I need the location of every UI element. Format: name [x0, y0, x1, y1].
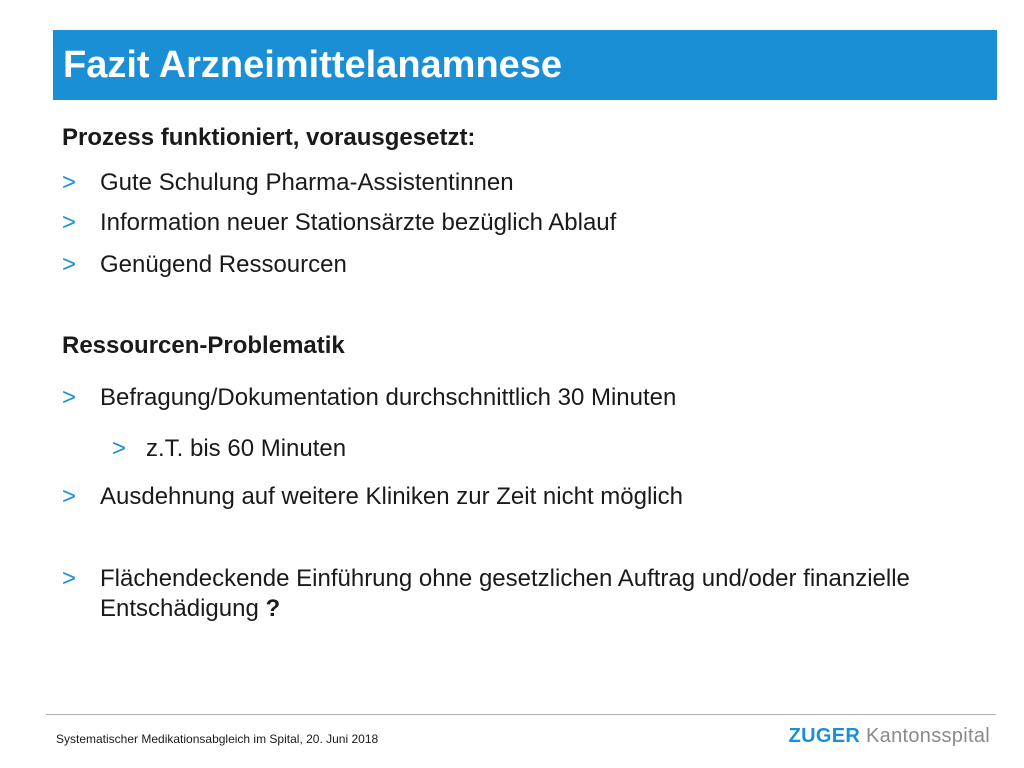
bullet-text: Flächendeckende Einführung ohne gesetzlichen Auftrag und/oder finanzielle Entschädigung [100, 565, 910, 622]
bullet-marker-icon: > [62, 565, 77, 592]
bullet-item [62, 564, 940, 624]
bullet-marker-icon: > [62, 384, 77, 411]
bullet-marker-icon: > [62, 251, 77, 278]
bullet-item [62, 482, 940, 512]
bullet-text: Befragung/Dokumentation durchschnittlich 30 Minuten [100, 384, 677, 411]
bullet-item [62, 383, 940, 413]
bullet-marker-icon: > [62, 483, 77, 510]
footer-divider [46, 714, 996, 715]
section-heading-prerequisites: Prozess funktioniert, vorausgesetzt: [62, 124, 476, 151]
bullet-text: Gute Schulung Pharma-Assistentinnen [100, 169, 514, 196]
question-mark: ? [265, 595, 281, 622]
slide-title: Fazit Arzneimittelanamnese [63, 44, 563, 86]
bullet-marker-icon: > [62, 209, 77, 236]
bullet-text: z.T. bis 60 Minuten [146, 435, 347, 462]
bullet-text: Genügend Ressourcen [100, 251, 347, 278]
bullet-item [62, 168, 940, 198]
title-bar [53, 30, 997, 100]
logo-kantonsspital: Kantonsspital [866, 725, 990, 747]
bullet-marker-icon: > [112, 435, 127, 462]
logo-zuger: ZUGER [788, 725, 861, 747]
bullet-text-multiline [100, 564, 940, 624]
bullet-text: Information neuer Stationsärzte bezüglich Ablauf [100, 209, 617, 236]
section-heading-resources: Ressourcen-Problematik [62, 332, 345, 359]
footer-text: Systematischer Medikationsabgleich im Spital, 20. Juni 2018 [56, 732, 379, 746]
bullet-item [62, 208, 940, 238]
bullet-marker-icon: > [62, 169, 77, 196]
bullet-item [62, 250, 940, 280]
sub-bullet-item [62, 434, 986, 464]
bullet-text: Ausdehnung auf weitere Kliniken zur Zeit nicht möglich [100, 483, 683, 510]
hospital-logo [789, 725, 990, 748]
